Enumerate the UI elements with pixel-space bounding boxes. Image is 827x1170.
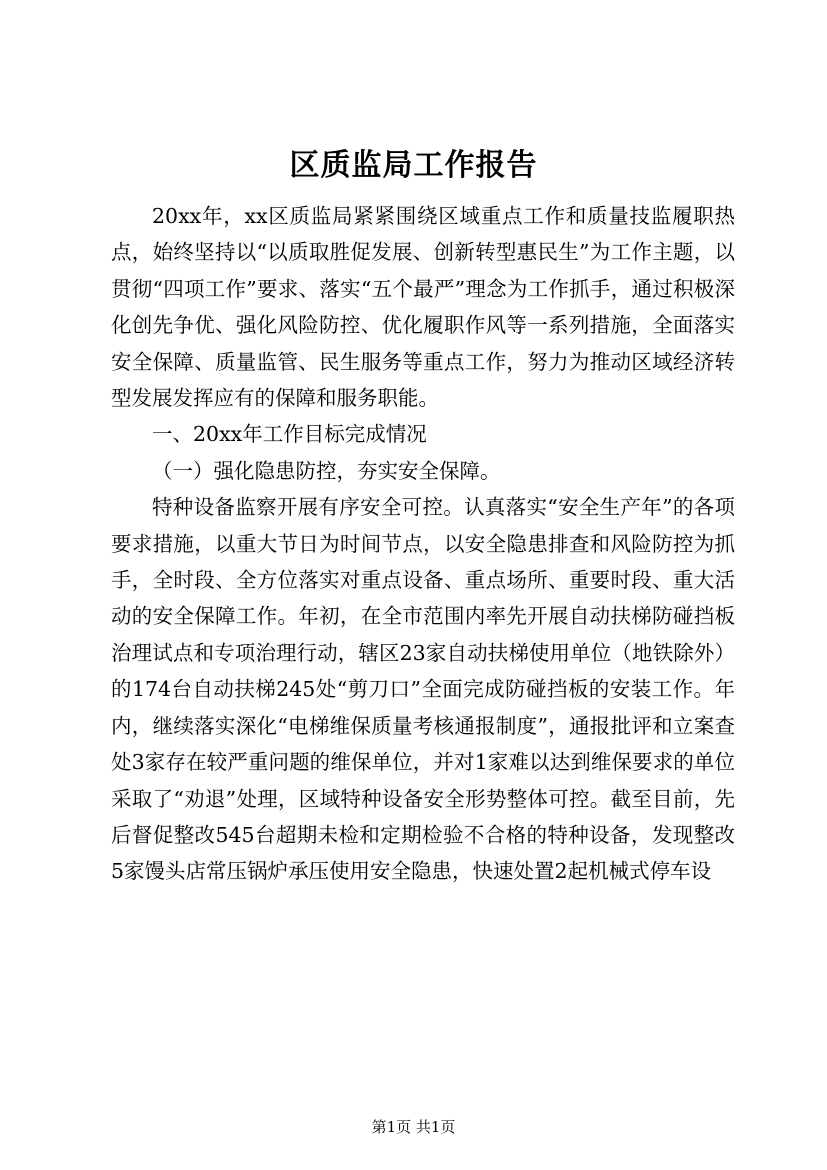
paragraph-special-equipment: 特种设备监察开展有序安全可控。认真落实“安全生产年”的各项要求措施，以重大节日为时间节点，以安全隐患排查和风险防控为抓手，全时段、全方位落实对重点设备、重点场所、重要时段、重大活动的安全保障工作。年初，在全市范围内率先开展自动扶梯防碰挡板治理试点和专项治理行动，辖区23家自动扶梯使用单位（地铁除外）的174台自动扶梯245处“剪刀口”全面完成防碰挡板的安装工作。年内，继续落实深化“电梯维保质量考核通报制度”，通报批评和立案查处3家存在较严重问题的维保单位，并对1家难以达到维保要求的单位采取了“劝退”处理，区域特种设备安全形势整体可控。截至目前，先后督促整改545台超期未检和定期检验不合格的特种设备，发现整改5家馒头店常压锅炉承压使用安全隐患，快速处置2起机械式停车设 [111,495,735,884]
section-heading: 一、20xx年工作目标完成情况 [152,422,427,447]
paragraph-intro: 20xx年，xx区质监局紧紧围绕区域重点工作和质量技监履职热点，始终坚持以“以质取胜促发展、创新转型惠民生”为工作主题，以贯彻“四项工作”要求、落实“五个最严”理念为工作抓手，通过积极深化创先争优、强化风险防控、优化履职作风等一系列措施，全面落实安全保障、质量监管、民生服务等重点工作，努力为推动区域经济转型发展发挥应有的保障和服务职能。 [111,204,735,411]
page-footer: 第1页 共1页 [371,1118,456,1136]
subsection-heading: （一）强化隐患防控，夯实安全保障。 [152,458,501,483]
document-body [111,198,735,890]
document-title: 区质监局工作报告 [289,148,538,183]
